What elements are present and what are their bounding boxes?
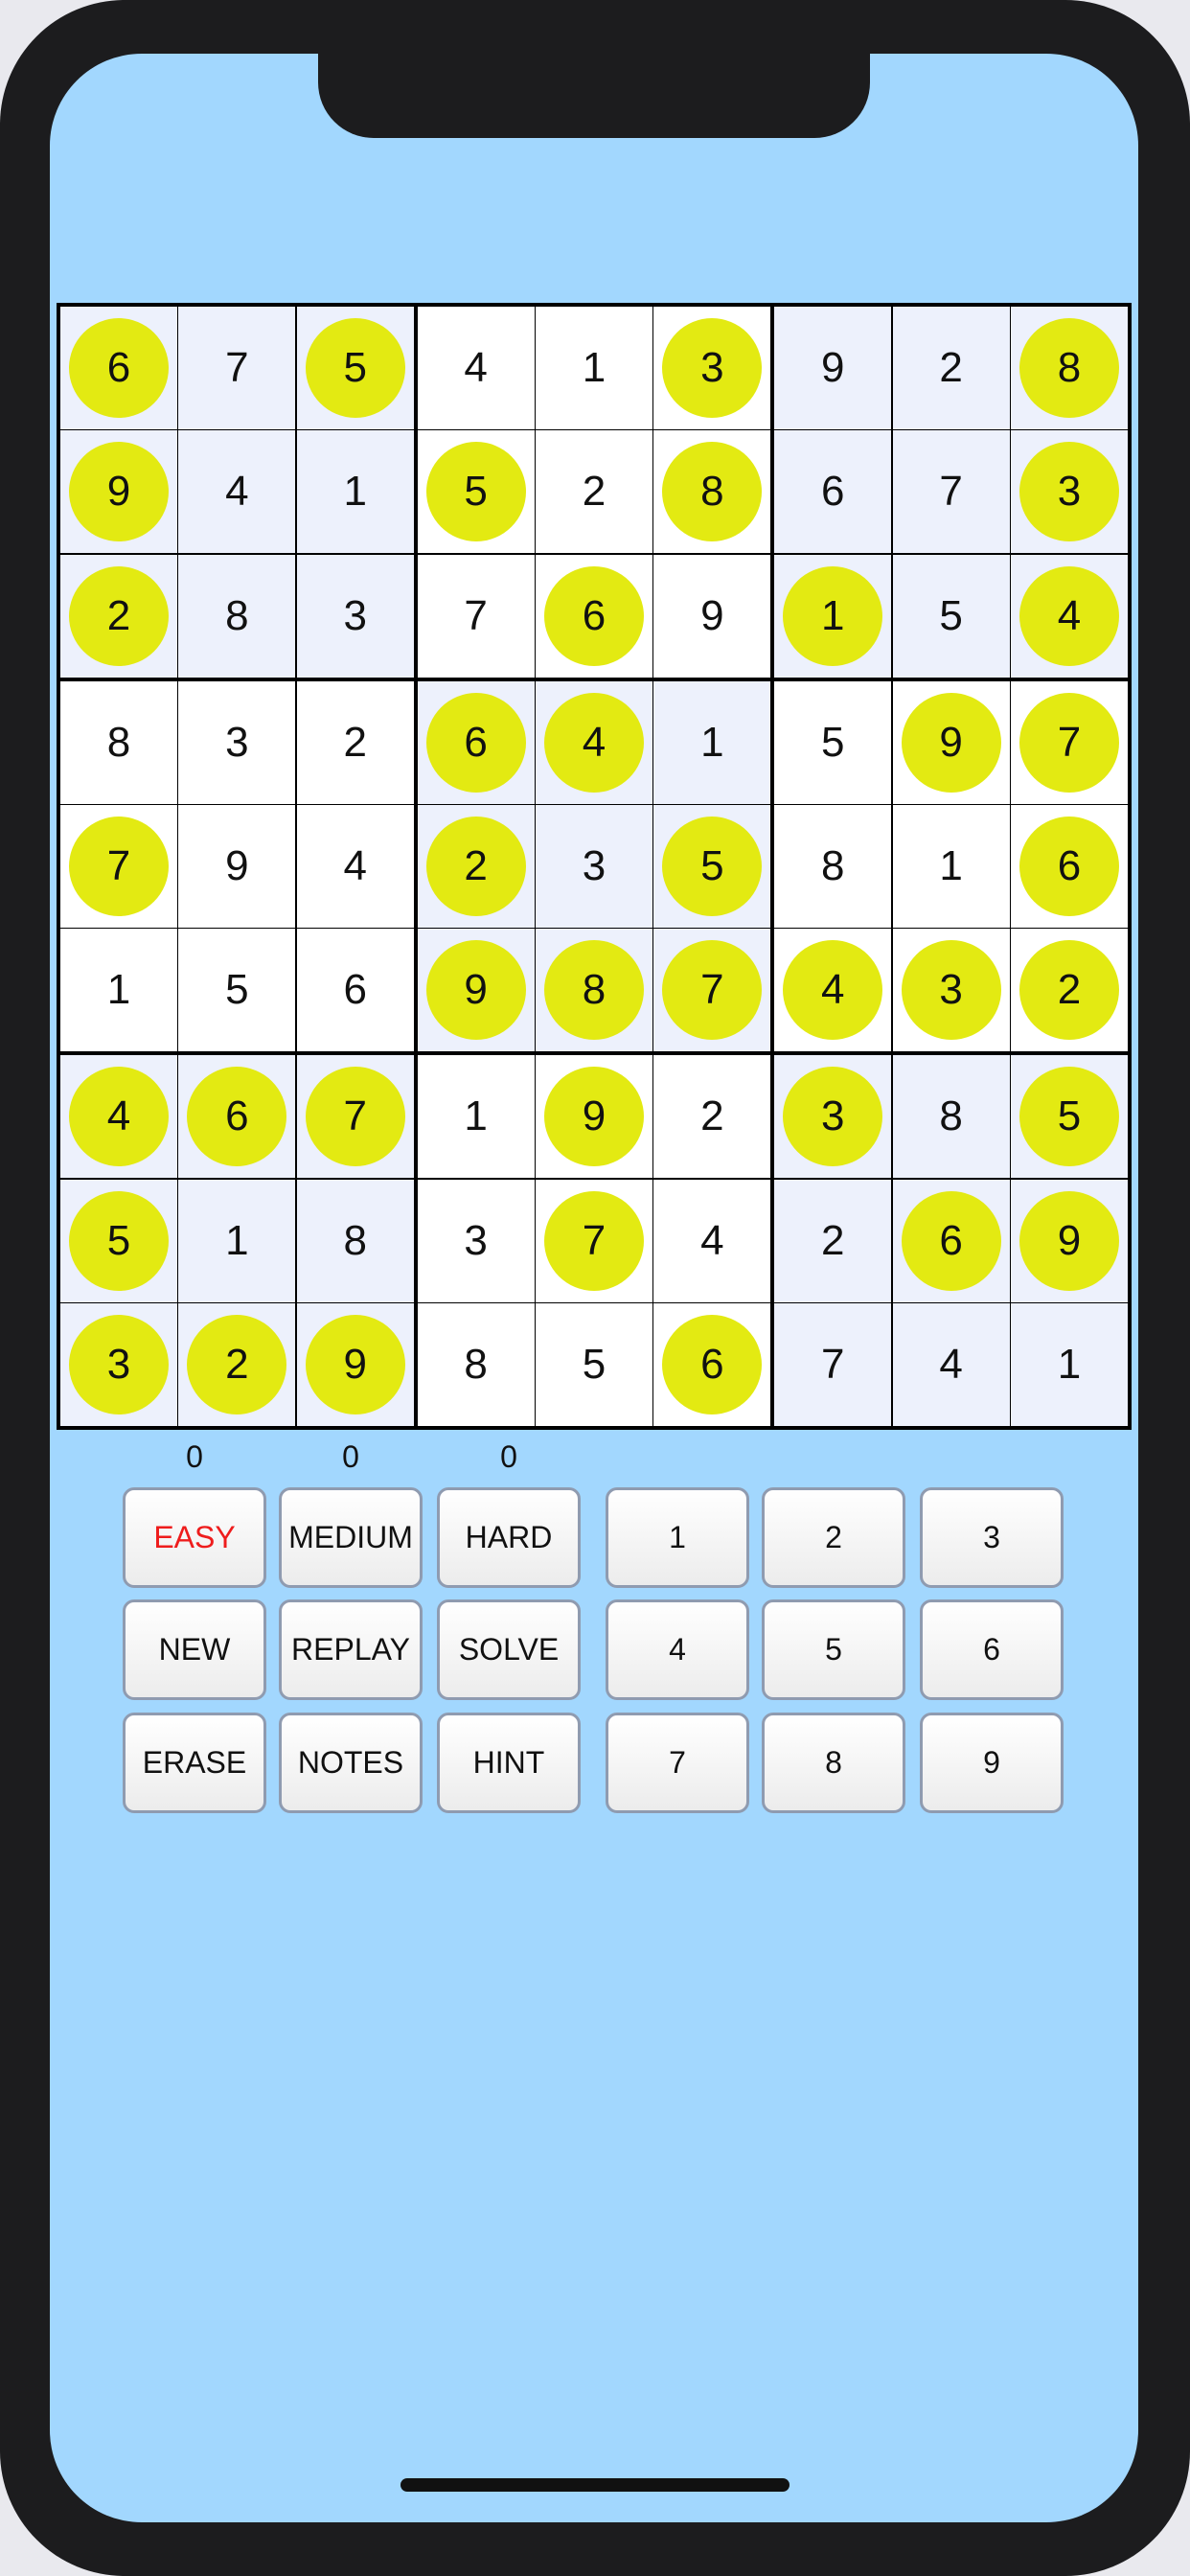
- cell-digit: 8: [821, 841, 845, 889]
- board-cell[interactable]: [653, 805, 770, 928]
- board-cell[interactable]: [893, 1303, 1010, 1426]
- board-cell[interactable]: [536, 805, 652, 928]
- cell-digit: 4: [106, 1092, 131, 1140]
- cell-digit: 4: [582, 718, 606, 766]
- cell-digit: 8: [700, 468, 724, 516]
- number-key-7[interactable]: 7: [606, 1713, 749, 1813]
- board-cell[interactable]: [1011, 681, 1128, 804]
- board-cell[interactable]: [297, 1055, 414, 1178]
- cell-digit: 1: [821, 591, 845, 639]
- cell-digit: 8: [582, 966, 606, 1014]
- easy-button[interactable]: EASY: [123, 1487, 266, 1588]
- device-notch: [318, 54, 870, 138]
- board-cell[interactable]: [178, 430, 295, 553]
- cell-digit: 4: [1057, 591, 1082, 639]
- number-key-5[interactable]: 5: [762, 1599, 905, 1700]
- board-cell[interactable]: [893, 555, 1010, 678]
- board-cell[interactable]: [1011, 555, 1128, 678]
- board-cell[interactable]: [893, 430, 1010, 553]
- cell-digit: 5: [343, 343, 367, 391]
- board-cell[interactable]: [893, 681, 1010, 804]
- board-cell[interactable]: [60, 1303, 177, 1426]
- board-cell[interactable]: [653, 1180, 770, 1302]
- cell-digit: 4: [821, 966, 845, 1014]
- cell-digit: 5: [464, 468, 488, 516]
- board-cell[interactable]: [418, 1055, 535, 1178]
- sudoku-board: [57, 303, 1132, 1430]
- board-cell[interactable]: [60, 307, 177, 429]
- board-cell[interactable]: [536, 1303, 652, 1426]
- cell-digit: 6: [939, 1216, 963, 1264]
- cell-digit: 3: [821, 1092, 845, 1140]
- cell-digit: 3: [1057, 468, 1082, 516]
- cell-digit: 8: [106, 718, 131, 766]
- board-cell[interactable]: [178, 929, 295, 1051]
- board-cell[interactable]: [536, 555, 652, 678]
- number-key-9[interactable]: 9: [920, 1713, 1064, 1813]
- cell-digit: 4: [939, 1341, 963, 1389]
- board-cell[interactable]: [653, 1303, 770, 1426]
- board-cell[interactable]: [893, 929, 1010, 1051]
- notes-button[interactable]: NOTES: [279, 1713, 423, 1813]
- board-cell[interactable]: [297, 681, 414, 804]
- board-cell[interactable]: [1011, 929, 1128, 1051]
- board-cell[interactable]: [60, 929, 177, 1051]
- counter-easy: 0: [186, 1439, 203, 1474]
- cell-digit: 1: [106, 966, 131, 1014]
- cell-digit: 3: [582, 841, 606, 889]
- cell-digit: 2: [700, 1092, 724, 1140]
- board-cell[interactable]: [178, 805, 295, 928]
- number-key-8[interactable]: 8: [762, 1713, 905, 1813]
- board-cell[interactable]: [774, 555, 891, 678]
- board-cell[interactable]: [1011, 805, 1128, 928]
- new-button[interactable]: NEW: [123, 1599, 266, 1700]
- board-cell[interactable]: [297, 430, 414, 553]
- board-cell[interactable]: [536, 307, 652, 429]
- board-cell[interactable]: [1011, 307, 1128, 429]
- cell-digit: 7: [821, 1341, 845, 1389]
- cell-digit: 1: [700, 718, 724, 766]
- board-cell[interactable]: [418, 929, 535, 1051]
- board-cell[interactable]: [1011, 1055, 1128, 1178]
- board-cell[interactable]: [1011, 1303, 1128, 1426]
- board-cell[interactable]: [418, 805, 535, 928]
- cell-digit: 9: [464, 966, 488, 1014]
- cell-digit: 8: [225, 591, 249, 639]
- cell-digit: 5: [939, 591, 963, 639]
- board-cell[interactable]: [774, 805, 891, 928]
- counter-medium: 0: [342, 1439, 359, 1474]
- board-cell[interactable]: [297, 1180, 414, 1302]
- board-cell[interactable]: [418, 1303, 535, 1426]
- board-cell[interactable]: [297, 929, 414, 1051]
- number-key-1[interactable]: 1: [606, 1487, 749, 1588]
- board-cell[interactable]: [418, 681, 535, 804]
- board-cell[interactable]: [893, 1180, 1010, 1302]
- cell-digit: 6: [464, 718, 488, 766]
- hard-button[interactable]: HARD: [437, 1487, 581, 1588]
- board-cell[interactable]: [418, 307, 535, 429]
- cell-digit: 8: [939, 1092, 963, 1140]
- number-key-4[interactable]: 4: [606, 1599, 749, 1700]
- board-cell[interactable]: [653, 430, 770, 553]
- cell-digit: 1: [464, 1092, 488, 1140]
- board-cell[interactable]: [297, 805, 414, 928]
- cell-digit: 3: [343, 591, 367, 639]
- home-indicator: [400, 2478, 790, 2492]
- erase-button[interactable]: ERASE: [123, 1713, 266, 1813]
- cell-digit: 5: [106, 1216, 131, 1264]
- cell-digit: 4: [700, 1216, 724, 1264]
- cell-digit: 2: [1057, 966, 1082, 1014]
- cell-digit: 9: [821, 343, 845, 391]
- board-cell[interactable]: [60, 430, 177, 553]
- cell-digit: 3: [464, 1216, 488, 1264]
- board-cell[interactable]: [297, 555, 414, 678]
- board-cell[interactable]: [774, 1303, 891, 1426]
- board-cell[interactable]: [60, 805, 177, 928]
- cell-digit: 6: [582, 591, 606, 639]
- board-cell[interactable]: [653, 929, 770, 1051]
- cell-digit: 5: [582, 1341, 606, 1389]
- board-cell[interactable]: [653, 555, 770, 678]
- board-cell[interactable]: [60, 681, 177, 804]
- cell-digit: 9: [582, 1092, 606, 1140]
- cell-digit: 6: [1057, 841, 1082, 889]
- board-cell[interactable]: [536, 1055, 652, 1178]
- board-cell[interactable]: [536, 1180, 652, 1302]
- cell-digit: 4: [464, 343, 488, 391]
- cell-digit: 5: [700, 841, 724, 889]
- board-cell[interactable]: [893, 307, 1010, 429]
- board-cell[interactable]: [1011, 1180, 1128, 1302]
- cell-digit: 8: [464, 1341, 488, 1389]
- board-cell[interactable]: [178, 1180, 295, 1302]
- cell-digit: 9: [1057, 1216, 1082, 1264]
- board-cell[interactable]: [774, 1055, 891, 1178]
- cell-digit: 5: [225, 966, 249, 1014]
- cell-digit: 7: [582, 1216, 606, 1264]
- board-cell[interactable]: [774, 929, 891, 1051]
- cell-digit: 3: [700, 343, 724, 391]
- board-cell[interactable]: [418, 1180, 535, 1302]
- cell-digit: 1: [582, 343, 606, 391]
- cell-digit: 2: [225, 1341, 249, 1389]
- cell-digit: 9: [106, 468, 131, 516]
- cell-digit: 5: [1057, 1092, 1082, 1140]
- cell-digit: 5: [821, 718, 845, 766]
- cell-digit: 9: [225, 841, 249, 889]
- cell-digit: 1: [225, 1216, 249, 1264]
- cell-digit: 2: [582, 468, 606, 516]
- number-key-6[interactable]: 6: [920, 1599, 1064, 1700]
- cell-digit: 3: [106, 1341, 131, 1389]
- board-cell[interactable]: [418, 555, 535, 678]
- board-cell[interactable]: [893, 805, 1010, 928]
- cell-digit: 7: [700, 966, 724, 1014]
- board-cell[interactable]: [60, 1180, 177, 1302]
- board-cell[interactable]: [297, 307, 414, 429]
- cell-digit: 1: [343, 468, 367, 516]
- board-cell[interactable]: [653, 307, 770, 429]
- board-cell[interactable]: [536, 929, 652, 1051]
- cell-digit: 4: [343, 841, 367, 889]
- cell-digit: 7: [225, 343, 249, 391]
- board-cell[interactable]: [893, 1055, 1010, 1178]
- cell-digit: 7: [1057, 718, 1082, 766]
- hint-button[interactable]: HINT: [437, 1713, 581, 1813]
- cell-digit: 6: [821, 468, 845, 516]
- board-cell[interactable]: [178, 307, 295, 429]
- app-screen: [50, 54, 1138, 2522]
- board-cell[interactable]: [536, 681, 652, 804]
- board-cell[interactable]: [653, 681, 770, 804]
- cell-digit: 6: [106, 343, 131, 391]
- board-cell[interactable]: [653, 1055, 770, 1178]
- cell-digit: 4: [225, 468, 249, 516]
- cell-digit: 6: [225, 1092, 249, 1140]
- cell-digit: 2: [464, 841, 488, 889]
- solve-button[interactable]: SOLVE: [437, 1599, 581, 1700]
- replay-button[interactable]: REPLAY: [279, 1599, 423, 1700]
- board-cell[interactable]: [1011, 430, 1128, 553]
- cell-digit: 3: [939, 966, 963, 1014]
- board-cell[interactable]: [178, 1055, 295, 1178]
- number-key-3[interactable]: 3: [920, 1487, 1064, 1588]
- board-cell[interactable]: [774, 681, 891, 804]
- board-cell[interactable]: [178, 681, 295, 804]
- board-cell[interactable]: [60, 1055, 177, 1178]
- board-cell[interactable]: [418, 430, 535, 553]
- board-cell[interactable]: [536, 430, 652, 553]
- cell-digit: 2: [939, 343, 963, 391]
- cell-digit: 2: [343, 718, 367, 766]
- cell-digit: 7: [343, 1092, 367, 1140]
- cell-digit: 9: [700, 591, 724, 639]
- board-cell[interactable]: [178, 1303, 295, 1426]
- cell-digit: 2: [106, 591, 131, 639]
- cell-digit: 7: [106, 841, 131, 889]
- cell-digit: 9: [343, 1341, 367, 1389]
- number-key-2[interactable]: 2: [762, 1487, 905, 1588]
- medium-button[interactable]: MEDIUM: [279, 1487, 423, 1588]
- cell-digit: 7: [464, 591, 488, 639]
- cell-digit: 9: [939, 718, 963, 766]
- cell-digit: 6: [700, 1341, 724, 1389]
- cell-digit: 8: [343, 1216, 367, 1264]
- board-cell[interactable]: [178, 555, 295, 678]
- cell-digit: 6: [343, 966, 367, 1014]
- cell-digit: 8: [1057, 343, 1082, 391]
- board-cell[interactable]: [297, 1303, 414, 1426]
- board-cell[interactable]: [774, 307, 891, 429]
- cell-digit: 2: [821, 1216, 845, 1264]
- board-cell[interactable]: [60, 555, 177, 678]
- cell-digit: 1: [939, 841, 963, 889]
- counter-hard: 0: [500, 1439, 517, 1474]
- cell-digit: 3: [225, 718, 249, 766]
- cell-digit: 7: [939, 468, 963, 516]
- board-cell[interactable]: [774, 430, 891, 553]
- board-cell[interactable]: [774, 1180, 891, 1302]
- cell-digit: 1: [1057, 1341, 1082, 1389]
